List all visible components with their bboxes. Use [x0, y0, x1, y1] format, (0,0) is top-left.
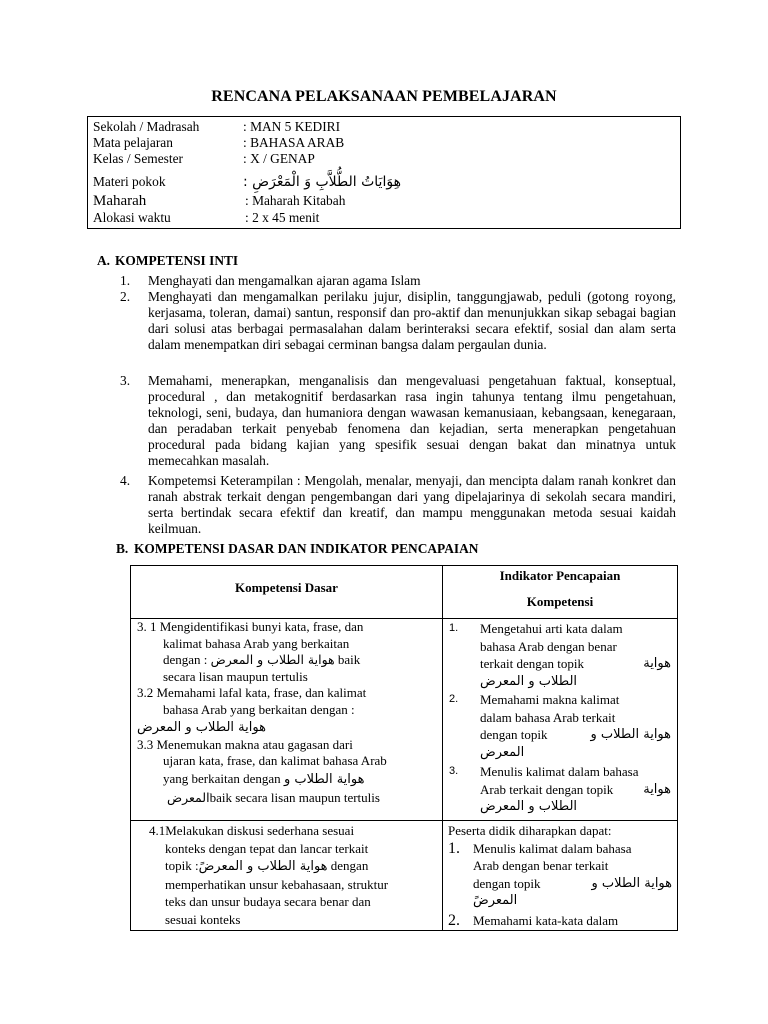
indicator-item [449, 691, 671, 761]
kd-arabic: المعرض [167, 789, 210, 805]
section-letter: B. [116, 541, 129, 556]
list-text: Menghayati dan mengamalkan ajaran agama Islam [148, 273, 421, 288]
indicator-line: Memahami kata-kata dalam [473, 912, 619, 928]
indicator-number: 2. [448, 911, 460, 929]
info-value: : X / GENAP [243, 151, 315, 166]
kd-line [137, 652, 437, 669]
indicator-line: Menulis kalimat dalam bahasa [473, 840, 632, 856]
kd-text: baik [334, 652, 361, 668]
kd-line: memperhatikan unsur kebahasaan, struktur [165, 876, 389, 892]
indicator-number: 1. [449, 622, 459, 634]
info-label: Kelas / Semester [93, 151, 183, 166]
list-number: 2. [120, 289, 131, 304]
table-divider [442, 566, 443, 930]
header-kompetensi: Kompetensi [526, 594, 594, 609]
kd-text: dengan : [163, 652, 211, 668]
section-letter: A. [97, 253, 111, 268]
kd-line: 3.3 Menemukan makna atau gagasan dari [137, 736, 353, 752]
identity-box [87, 116, 681, 229]
header-indikator: Indikator Pencapaian [499, 568, 621, 583]
list-number: 3. [120, 373, 131, 388]
kd-line: sesuai konteks [165, 911, 241, 927]
info-value: : 2 x 45 menit [245, 210, 320, 225]
page-title: RENCANA PELAKSANAAN PEMBELAJARAN [211, 88, 557, 105]
kd-text: dengan [327, 858, 369, 874]
list-item [120, 373, 676, 468]
indicator-text [480, 620, 671, 690]
indicator-line: Memahami makna kalimat [480, 692, 620, 707]
kd-line [149, 857, 435, 876]
kd-text: baik secara lisan maupun tertulis [209, 789, 380, 805]
list-item [120, 289, 676, 353]
section-title: KOMPETENSI INTI [115, 253, 239, 268]
indicator-arabic: المعرضً [473, 893, 518, 909]
indicator-item [449, 620, 671, 690]
indicator-line [480, 655, 671, 673]
indicator-line [480, 781, 671, 799]
kd-line [137, 789, 437, 807]
indicator-number: 1. [448, 839, 460, 857]
indicator-text-part: dengan topik [480, 727, 548, 742]
info-value: : هِوَايَاتُ الطُّلاَّبِ وَ الْمَعْرَضِ [243, 174, 401, 190]
table-divider [131, 820, 677, 821]
kd-text: topik : [165, 858, 199, 874]
indicator-text-part: Arab terkait dengan topik [480, 781, 614, 797]
kd-cell-4-1 [149, 822, 435, 929]
kd-line: teks dan unsur budaya secara benar dan [165, 894, 371, 910]
indicator-line: Mengetahui arti kata dalam [480, 621, 623, 636]
kd-line: konteks dengan tepat dan lancar terkait [165, 840, 369, 856]
indicator-line: Menulis kalimat dalam bahasa [480, 764, 639, 779]
kd-arabic: هواية الطلاب و المعرض [137, 719, 266, 735]
kd-cell [137, 619, 437, 807]
kd-text: yang berkaitan dengan [163, 770, 284, 786]
kd-arabic: هواية الطلاب و المعرض [210, 652, 335, 668]
indicator-intro: Peserta didik diharapkan dapat: [448, 823, 612, 838]
kd-line: kalimat bahasa Arab yang berkaitan [163, 635, 350, 651]
indicator-number: 2. [449, 693, 459, 705]
list-text: Memahami, menerapkan, menganalisis dan mengevaluasi pengetahuan faktual, konseptual, procedural , dan metakognitif berdasarkan rasa ingin tahunya tentang ilmu pengetahuan, teknologi, seni, budaya, dan humaniora dengan wawasan kemanusiaan, kebangsaan, kenegaraan, dan peradaban terkait penyebab fenomena dan kejadian, serta menerapkan pengetahuan procedural pada bidang kajian yang spesifik sesuai dengan bakat dan minatnya untuk memecahkan masalah. [148, 373, 676, 468]
section-b-heading [116, 541, 478, 557]
list-text: Menghayati dan mengamalkan perilaku jujur, disiplin, tanggungjawab, peduli (gotong royong, kerjasama, toleran, damai) santun, responsif dan pro-aktif dan menunjukkan sikap sebagai bagian dari solusi atas berbagai permasalahan dalam berinteraksi secara efektif, sosial dan alam serta dalam menempatkan diri sebagai cerminan bangsa dalam pergaulan dunia. [148, 289, 676, 352]
indicator-item [448, 840, 672, 910]
list-number: 4. [120, 473, 131, 488]
indicator-text-part: dengan topik [473, 875, 541, 891]
indicator-arabic: هواية الطلاب و [591, 875, 672, 891]
info-label: Mata pelajaran [93, 135, 173, 150]
info-label: Alokasi waktu [93, 210, 171, 225]
indicator-cell-4-1 [448, 822, 672, 930]
competency-table [130, 565, 678, 931]
indicator-arabic: هواية [643, 781, 671, 797]
list-item [120, 273, 676, 289]
kd-line: ujaran kata, frase, dan kalimat bahasa Arab [163, 753, 387, 769]
section-a-heading [97, 253, 238, 269]
kd-arabic: هواية الطلاب و المعرضً [198, 859, 328, 875]
list-item [120, 473, 676, 537]
kd-line: bahasa Arab yang berkaitan dengan : [163, 701, 355, 717]
indicator-arabic: هواية الطلاب و [590, 727, 671, 742]
indicator-item [449, 763, 671, 816]
kd-line: secara lisan maupun tertulis [163, 668, 308, 684]
indicator-arabic: الطلاب و المعرض [480, 799, 578, 814]
indicator-line: bahasa Arab dengan benar [480, 638, 617, 654]
info-label: Maharah [93, 193, 147, 209]
indicator-line: Arab dengan benar terkait [473, 858, 609, 874]
kd-line: 3.2 Memahami lafal kata, frase, dan kalimat [137, 685, 367, 701]
indicator-line [473, 875, 672, 893]
info-value: : Maharah Kitabah [245, 193, 346, 208]
indicator-arabic: المعرض [480, 744, 525, 760]
kd-line: 4.1Melakukan diskusi sederhana sesuai [149, 823, 355, 838]
indicator-arabic: الطلاب و المعرض [480, 673, 578, 689]
indicator-arabic: هواية [643, 656, 671, 671]
indicator-line [480, 726, 671, 744]
indicator-text [480, 763, 671, 816]
kd-line: 3. 1 Mengidentifikasi bunyi kata, frase, dan [137, 619, 364, 634]
info-label: Materi pokok [93, 174, 166, 189]
indicator-text [480, 691, 671, 761]
info-label: Sekolah / Madrasah [93, 119, 200, 134]
kd-arabic: هواية الطلاب و [283, 771, 365, 787]
header-kompetensi-dasar: Kompetensi Dasar [235, 580, 338, 595]
info-value: : BAHASA ARAB [243, 135, 345, 150]
kd-line [137, 770, 437, 789]
info-value: : MAN 5 KEDIRI [243, 119, 341, 134]
list-text: Kompetemsi Keterampilan : Mengolah, menalar, menyaji, dan mencipta dalam ranah konkret dan ranah abstrak terkait dengan pengembangan dari yang dipelajarinya di sekolah secara mandiri, serta bertindak secara efektif dan kreatif, dan mampu menggunakan metoda sesuai kaidah keilmuan. [148, 473, 676, 536]
indicator-text [473, 840, 672, 910]
indicator-line: dalam bahasa Arab terkait [480, 709, 616, 725]
indicator-number: 3. [449, 765, 459, 777]
section-title: KOMPETENSI DASAR DAN INDIKATOR PENCAPAIAN [134, 541, 479, 556]
indicator-item [448, 912, 672, 930]
list-number: 1. [120, 273, 131, 288]
indicator-text-part: terkait dengan topik [480, 656, 584, 671]
